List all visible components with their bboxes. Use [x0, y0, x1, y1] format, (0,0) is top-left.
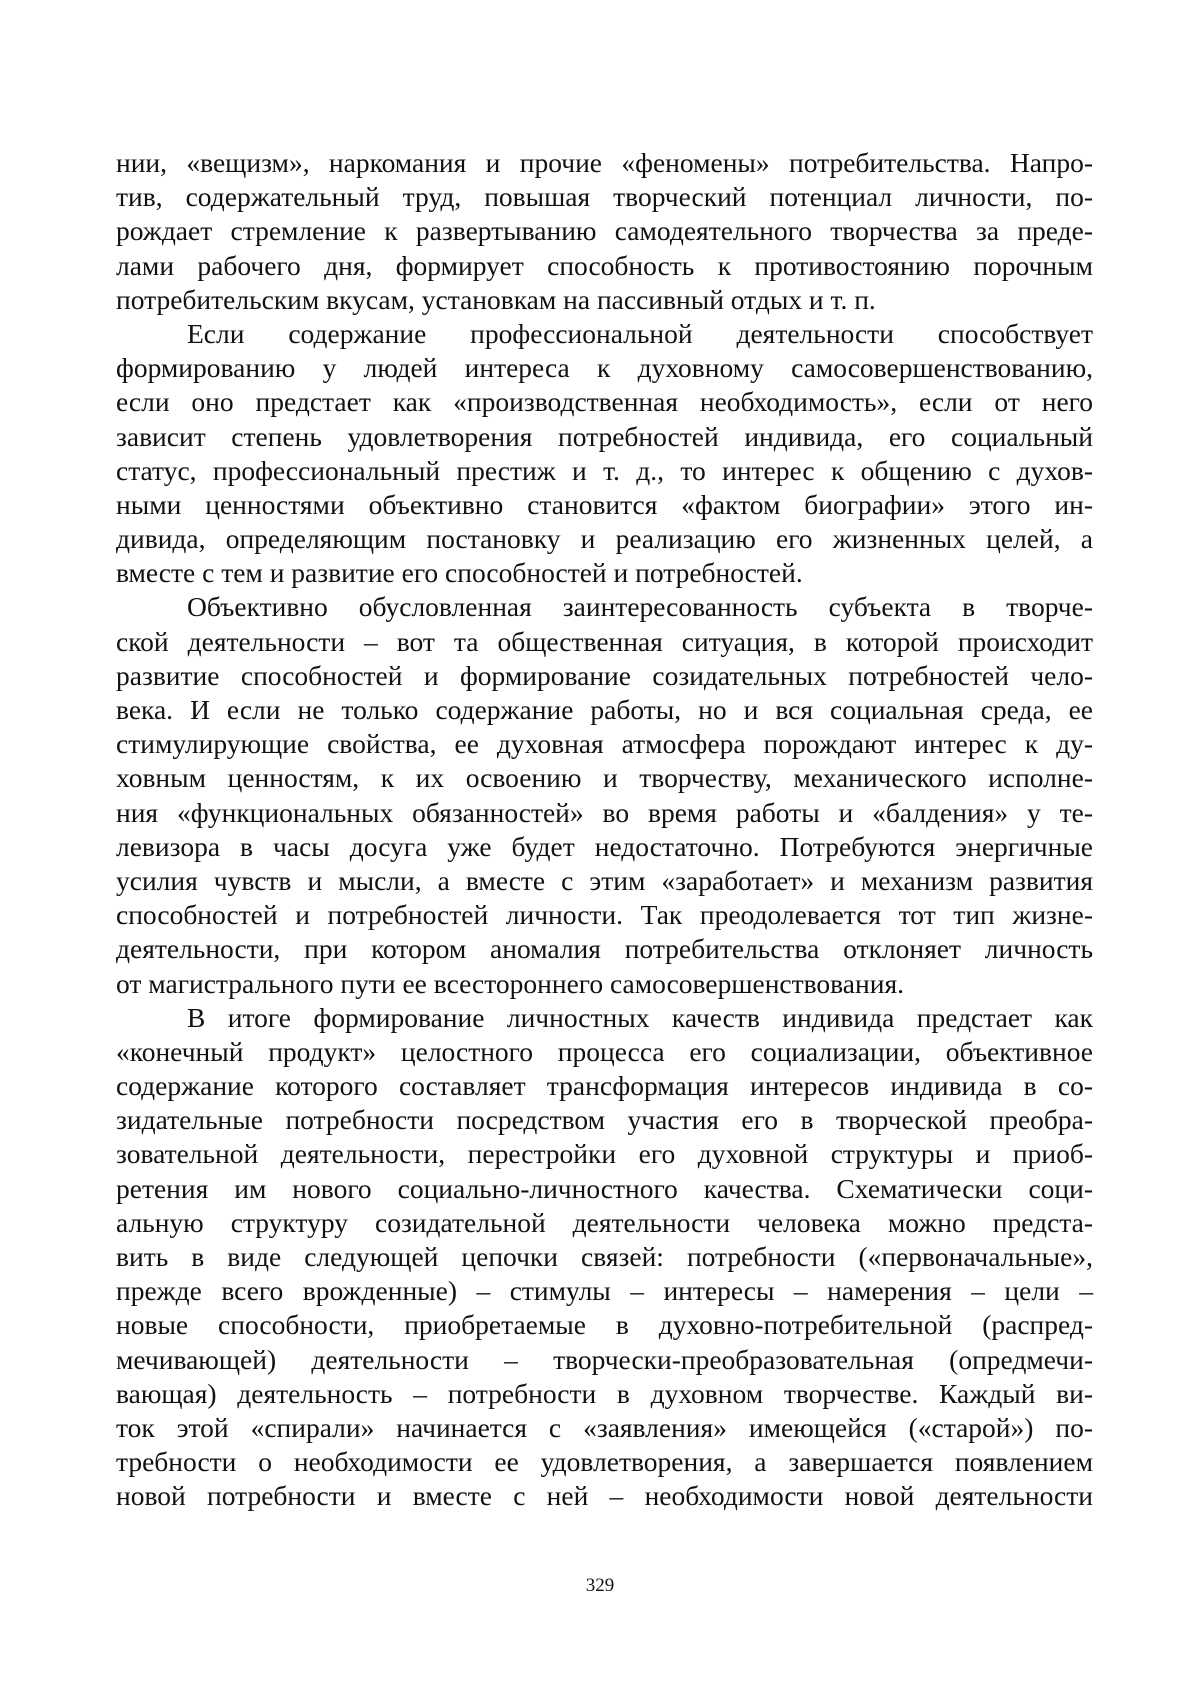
text-line: лами рабочего дня, формирует способность к противостоянию порочным: [116, 249, 1093, 281]
text-line: новой потребности и вместе с ней – необходимости новой деятельности: [116, 1480, 1093, 1512]
text-line: ховным ценностям, к их освоению и творчеству, механического исполне-: [116, 762, 1093, 794]
text-line: если оно предстает как «производственная необходимость», если от него: [116, 386, 1093, 418]
text-line: прежде всего врожденные) – стимулы – интересы – намерения – цели –: [116, 1275, 1093, 1307]
text-line: тив, содержательный труд, повышая творческий потенциал личности, по-: [116, 181, 1093, 213]
text-line: вить в виде следующей цепочки связей: потребности («первоначальные»,: [116, 1241, 1093, 1272]
body-text: [116, 146, 1093, 1514]
text-line: века. И если не только содержание работы, но и вся социальная среда, ее: [116, 694, 1093, 725]
text-line: потребительским вкусам, установкам на пассивный отдых и т. п.: [116, 283, 876, 315]
text-line: усилия чувств и мысли, а вместе с этим «заработает» и механизм развития: [116, 864, 1093, 896]
text-line: формированию у людей интереса к духовному самосовершенствованию,: [116, 352, 1093, 384]
text-line: «конечный продукт» целостного процесса его социализации, объективное: [116, 1035, 1093, 1067]
text-line: Объективно обусловленная заинтересованность субъекта в творче-: [187, 591, 1093, 623]
text-line: новые способности, приобретаемые в духовно-потребительной (распред-: [116, 1309, 1093, 1341]
text-line: зависит степень удовлетворения потребностей индивида, его социальный: [116, 420, 1093, 452]
text-line: ния «функциональных обязанностей» во время работы и «балдения» у те-: [116, 796, 1093, 828]
text-line: статус, профессиональный престиж и т. д., то интерес к общению с духов-: [116, 454, 1093, 486]
text-line: зидательные потребности посредством участия его в творческой преобра-: [116, 1104, 1093, 1136]
text-line: вающая) деятельность – потребности в духовном творчестве. Каждый ви-: [116, 1377, 1093, 1409]
text-line: мечивающей) деятельности – творчески-преобразовательная (опредмечи-: [116, 1343, 1093, 1375]
text-line: ретения им нового социально-личностного качества. Схематически соци-: [116, 1172, 1093, 1204]
text-line: способностей и потребностей личности. Так преодолевается тот тип жизне-: [116, 899, 1093, 931]
text-line: ток этой «спирали» начинается с «заявления» имеющейся («старой») по-: [116, 1411, 1093, 1443]
text-line: нии, «вещизм», наркомания и прочие «феномены» потребительства. Напро-: [116, 147, 1093, 178]
text-line: требности о необходимости ее удовлетворения, а завершается появлением: [116, 1446, 1093, 1478]
text-line: рождает стремление к развертыванию самодеятельного творчества за преде-: [116, 215, 1093, 247]
text-line: деятельности, при котором аномалия потребительства отклоняет личность: [116, 933, 1093, 965]
text-line: стимулирующие свойства, ее духовная атмосфера порождают интерес к ду-: [116, 728, 1093, 760]
text-line: В итоге формирование личностных качеств индивида предстает как: [187, 1001, 1093, 1033]
text-line: содержание которого составляет трансформация интересов индивида в со-: [116, 1070, 1093, 1102]
text-line: ской деятельности – вот та общественная ситуация, в которой происходит: [116, 625, 1093, 657]
text-line: ными ценностями объективно становится «фактом биографии» этого ин-: [116, 488, 1093, 520]
text-line: от магистрального пути ее всестороннего самосовершенствования.: [116, 967, 904, 999]
text-line: Если содержание профессиональной деятельности способствует: [187, 317, 1093, 349]
text-line: вместе с тем и развитие его способностей и потребностей.: [116, 557, 803, 589]
text-line: левизора в часы досуга уже будет недостаточно. Потребуются энергичные: [116, 830, 1093, 862]
page-number: 329: [585, 1575, 615, 1596]
text-line: альную структуру созидательной деятельности человека можно предста-: [116, 1206, 1093, 1238]
text-line: дивида, определяющим постановку и реализацию его жизненных целей, а: [116, 523, 1093, 555]
text-line: развитие способностей и формирование созидательных потребностей чело-: [116, 659, 1093, 691]
text-line: зовательной деятельности, перестройки его духовной структуры и приоб-: [116, 1138, 1093, 1170]
